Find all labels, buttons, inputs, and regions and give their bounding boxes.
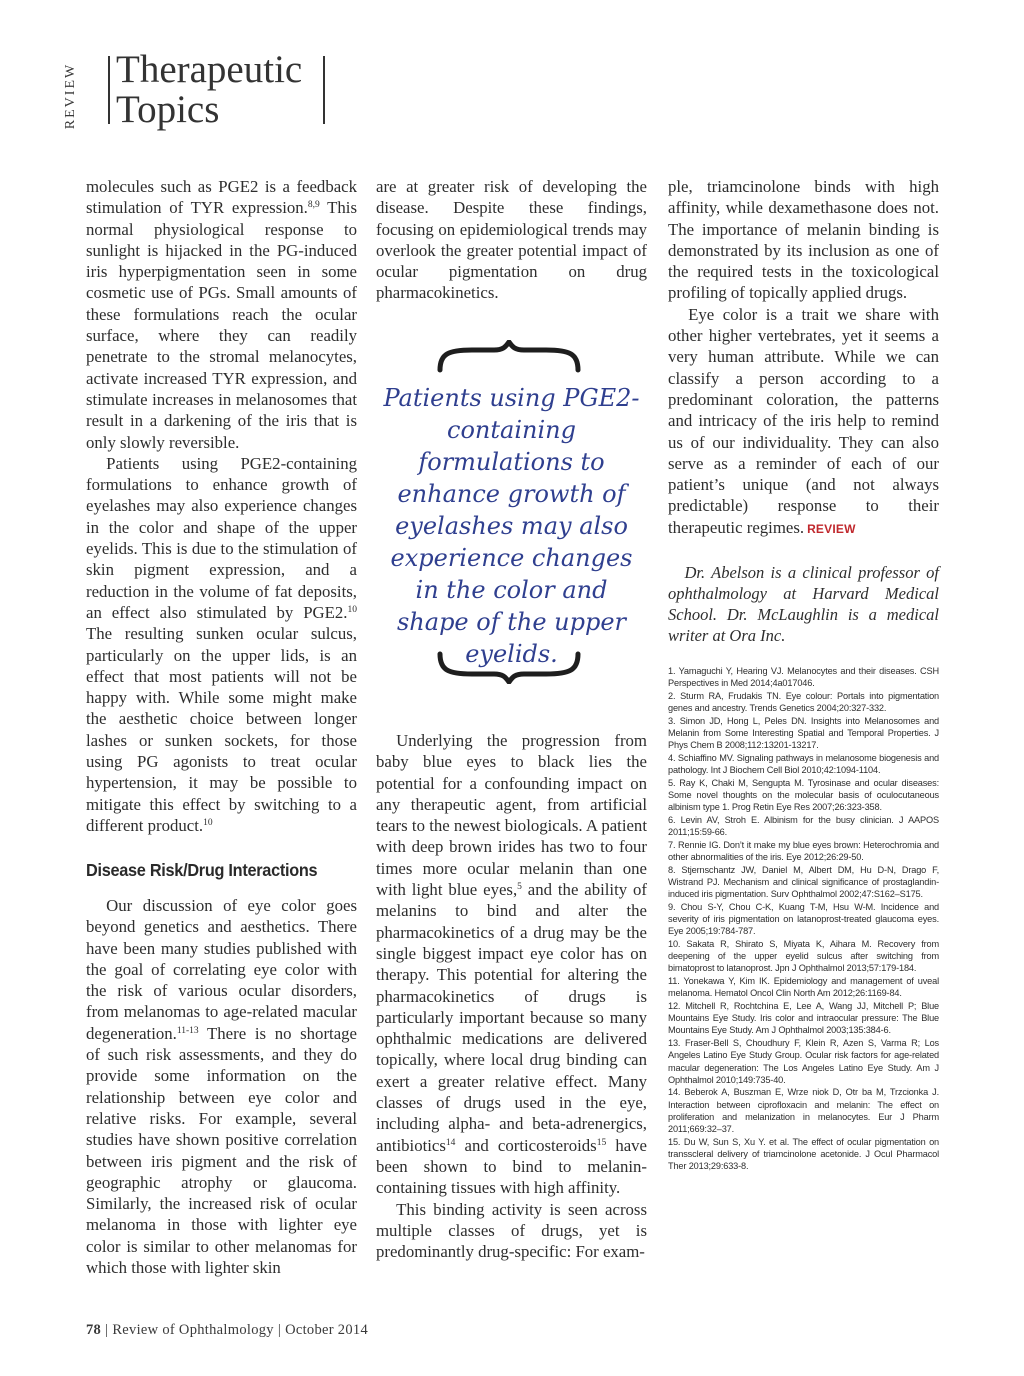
body-paragraph: molecules such as PGE2 is a feedback stimulation of TYR expression.$^{8,9}$ This normal physiological response to sunlight is hijacked in the PG-induced iris hyperpigmentation seen in some cosmetic use of PGs. Small amounts of these formulations reach the ocular surface, where they can readily penetrate to the stromal melanocytes, activate increased TYR expression, and stimulate increases in melanosomes that result in a darkening of the iris that is only slowly reversible.: [86, 177, 357, 452]
footer-separator: |: [277, 1322, 282, 1338]
body-paragraph: Underlying the progression from baby blue eyes to black lies the potential for a confounding impact on any therapeutic agent, from artificial tears to the newest biologicals. A patient with deep brown irides has two to four times more ocular melanin than one with light blue eyes,$^5$ and the ability of melanins to bind and alter the pharmacokinetics of a drug may be the single biggest impact eye color has on therapy. This potential for altering the pharmacokinetics of drugs is particularly important because so many ophthalmic medications are delivered topically, where local drug binding can exert a greater relative effect. Many classes of drugs used in the eye, including alpha- and beta-adrenergics, antibiotics$^{14}$ and corticosteroids$^{15}$ have been shown to bind to melanin-containing tissues with high affinity.: [376, 731, 648, 1198]
reference-item: 5. Ray K, Chaki M, Sengupta M. Tyrosinase and ocular diseases: Some novel thoughts on the molecular basis of oculocutaneous albinism type 1. Prog Retin Eye Res 2007;26:323-358.: [668, 777, 939, 813]
column-3: [668, 176, 939, 540]
pull-quote: Patients using PGE2-containing formulations to enhance growth of eyelashes may also experience changes in the color and shape of the upper eyelids.: [383, 384, 640, 668]
end-mark-review: REVIEW: [807, 521, 856, 536]
reference-item: 4. Schiaffino MV. Signaling pathways in melanosome biogenesis and pathology. Int J Biochem Cell Biol 2010;42:1094-1104.: [668, 752, 939, 776]
journal-name: Review of Ophthalmology: [112, 1322, 274, 1338]
column-1-section-text: [86, 895, 357, 1278]
reference-item: 8. Stjernschantz JW, Daniel M, Albert DM, Hu D-N, Drago F, Wistrand PJ. Mechanism and clinical significance of prostaglandin-induced iris pigmentation. Surv Ophthalmol 2002;47:S162–S175.: [668, 864, 939, 900]
section-heading: Disease Risk/Drug Interactions: [86, 860, 318, 880]
header-rule-right: [323, 56, 325, 124]
reference-item: 11. Yonekawa Y, Kim IK. Epidemiology and management of uveal melanoma. Hematol Oncol Clin North Am 2012;26:1169-84.: [668, 976, 939, 999]
reference-item: 6. Levin AV, Stroh E. Albinism for the busy clinician. J AAPOS 2011;15:59-66.: [668, 814, 939, 838]
body-paragraph: ple, triamcinolone binds with high affinity, while dexamethasone does not. The importance of melanin binding is demonstrated by its inclusion as one of the required tests in the toxicological profiling of topically applied drugs.: [668, 177, 939, 303]
reference-item: 15. Du W, Sun S, Xu Y. et al. The effect of ocular pigmentation on transscleral delivery of triamcinolone acetonide. J Ocul Pharmacol Ther 2013;29:633-8.: [668, 1136, 939, 1172]
issue-date: October 2014: [285, 1322, 368, 1338]
page-footer: [86, 1322, 486, 1339]
department-title-line2: Topics: [116, 88, 220, 131]
column-2-top: [376, 176, 647, 304]
reference-item: 13. Fraser-Bell S, Choudhury F, Klein R, Azen S, Varma R; Los Angeles Latino Eye Study Group. Ocular risk factors for age-related macular degeneration: The Los Angeles Latino Eye Study. Am J Ophthalmol 2010;149:735-40.: [668, 1038, 939, 1085]
body-paragraph: are at greater risk of developing the disease. Despite these findings, focusing on epidemiological trends may overlook the greater potential impact of ocular pigmentation on drug pharmacokinetics.: [376, 177, 647, 303]
section-label-vertical: REVIEW: [63, 62, 78, 130]
brace-close-icon: [436, 650, 582, 684]
department-title-line1: Therapeutic: [116, 48, 303, 91]
body-paragraph: Patients using PGE2-containing formulations to enhance growth of eyelashes may also experience changes in the color and shape of the upper eyelids. This is due to the stimulation of skin pigment expression, and a reduction in the volume of fat deposits, an effect also stimulated by PGE2.10 The resulting sunken ocular sulcus, particularly on the upper lids, is an effect that most patients will not be happy with. While some might make the aesthetic choice between longer lashes or sunken sockets, for those using PG agonists to treat ocular hypertension, it may be possible to mitigate this effect by switching to a different product.$^{10}$: [86, 453, 357, 835]
header-rule-left: [108, 56, 110, 124]
reference-item: 9. Chou S-Y, Chou C-K, Kuang T-M, Hsu W-M. Incidence and severity of iris pigmentation on latanoprost-treated glaucoma eyes. Eye 2005;19:784-787.: [668, 901, 939, 937]
department-title: [116, 50, 326, 130]
column-2-bottom: [376, 730, 647, 1262]
references: [668, 665, 939, 1173]
column-1: [86, 176, 357, 836]
reference-item: 10. Sakata R, Shirato S, Miyata K, Aihara M. Recovery from deepening of the upper eyelid sulcus after switching from bimatoprost to latanoprost. Jpn J Ophthalmol 2013;57:179-184.: [668, 938, 939, 974]
page-number: 78: [86, 1322, 102, 1338]
body-paragraph: This binding activity is seen across multiple classes of drugs, yet is predominantly drug-specific: For exam-: [376, 1199, 647, 1262]
body-paragraph: Eye color is a trait we share with other higher vertebrates, yet it seems a very human attribute. While we can classify a person according to a predominant coloration, the patterns and intricacy of the iris help to remind us of our individuality. They can also serve as a reminder of each of our patient’s unique (and not always predictable) response to their therapeutic regimes. REVIEW: [668, 304, 939, 537]
author-bio: Dr. Abelson is a clinical professor of ophthalmology at Harvard Medical School. Dr. McLaughlin is a medical writer at Ora Inc.: [668, 563, 939, 645]
body-paragraph: Our discussion of eye color goes beyond genetics and aesthetics. There have been many studies published with the goal of correlating eye color with the risk of various ocular disorders, from melanomas to age-related macular degeneration.$^{11-13}$ There is no shortage of such risk assessments, and they do provide some information on the relationship between eye color and relative risks. For example, several studies have shown positive correlation between iris pigment and the risk of geographic atrophy or glaucoma. Similarly, the increased risk of ocular melanoma in those with lighter eye color is similar to other melanomas for which those with lighter skin: [86, 896, 357, 1278]
reference-item: 1. Yamaguchi Y, Hearing VJ. Melanocytes and their diseases. CSH Perspectives in Med 2014;4a017046.: [668, 666, 939, 689]
reference-item: 14. Beberok A, Buszman E, Wrze niok D, Otr ba M, Trzcionka J. Interaction between ciprofloxacin and melanin: The effect on proliferation and melanization in melanocytes. Eur J Pharm 2011;669:32–37.: [668, 1087, 939, 1135]
footer-separator: |: [105, 1322, 109, 1338]
reference-item: 7. Rennie IG. Don’t it make my blue eyes brown: Heterochromia and other abnormalities of the iris. Eye 2012;26:29-50.: [668, 839, 939, 863]
reference-item: 3. Simon JD, Hong L, Peles DN. Insights into Melanosomes and Melanin from Some Interesting Spatial and Temporal Properties. J Phys Chem B 2008;112:13201-13217.: [668, 715, 939, 751]
reference-item: 12. Mitchell R, Rochtchina E, Lee A, Wang JJ, Mitchell P; Blue Mountains Eye Study. Iris color and intraocular pressure: The Blue Mountains Eye Study. Am J Ophthalmol 2003;135:384-6.: [668, 1000, 939, 1036]
reference-item: 2. Sturm RA, Frudakis TN. Eye colour: Portals into pigmentation genes and ancestry. Trends Genetics 2004;20:327-332.: [668, 690, 939, 714]
brace-open-icon: [436, 340, 582, 374]
